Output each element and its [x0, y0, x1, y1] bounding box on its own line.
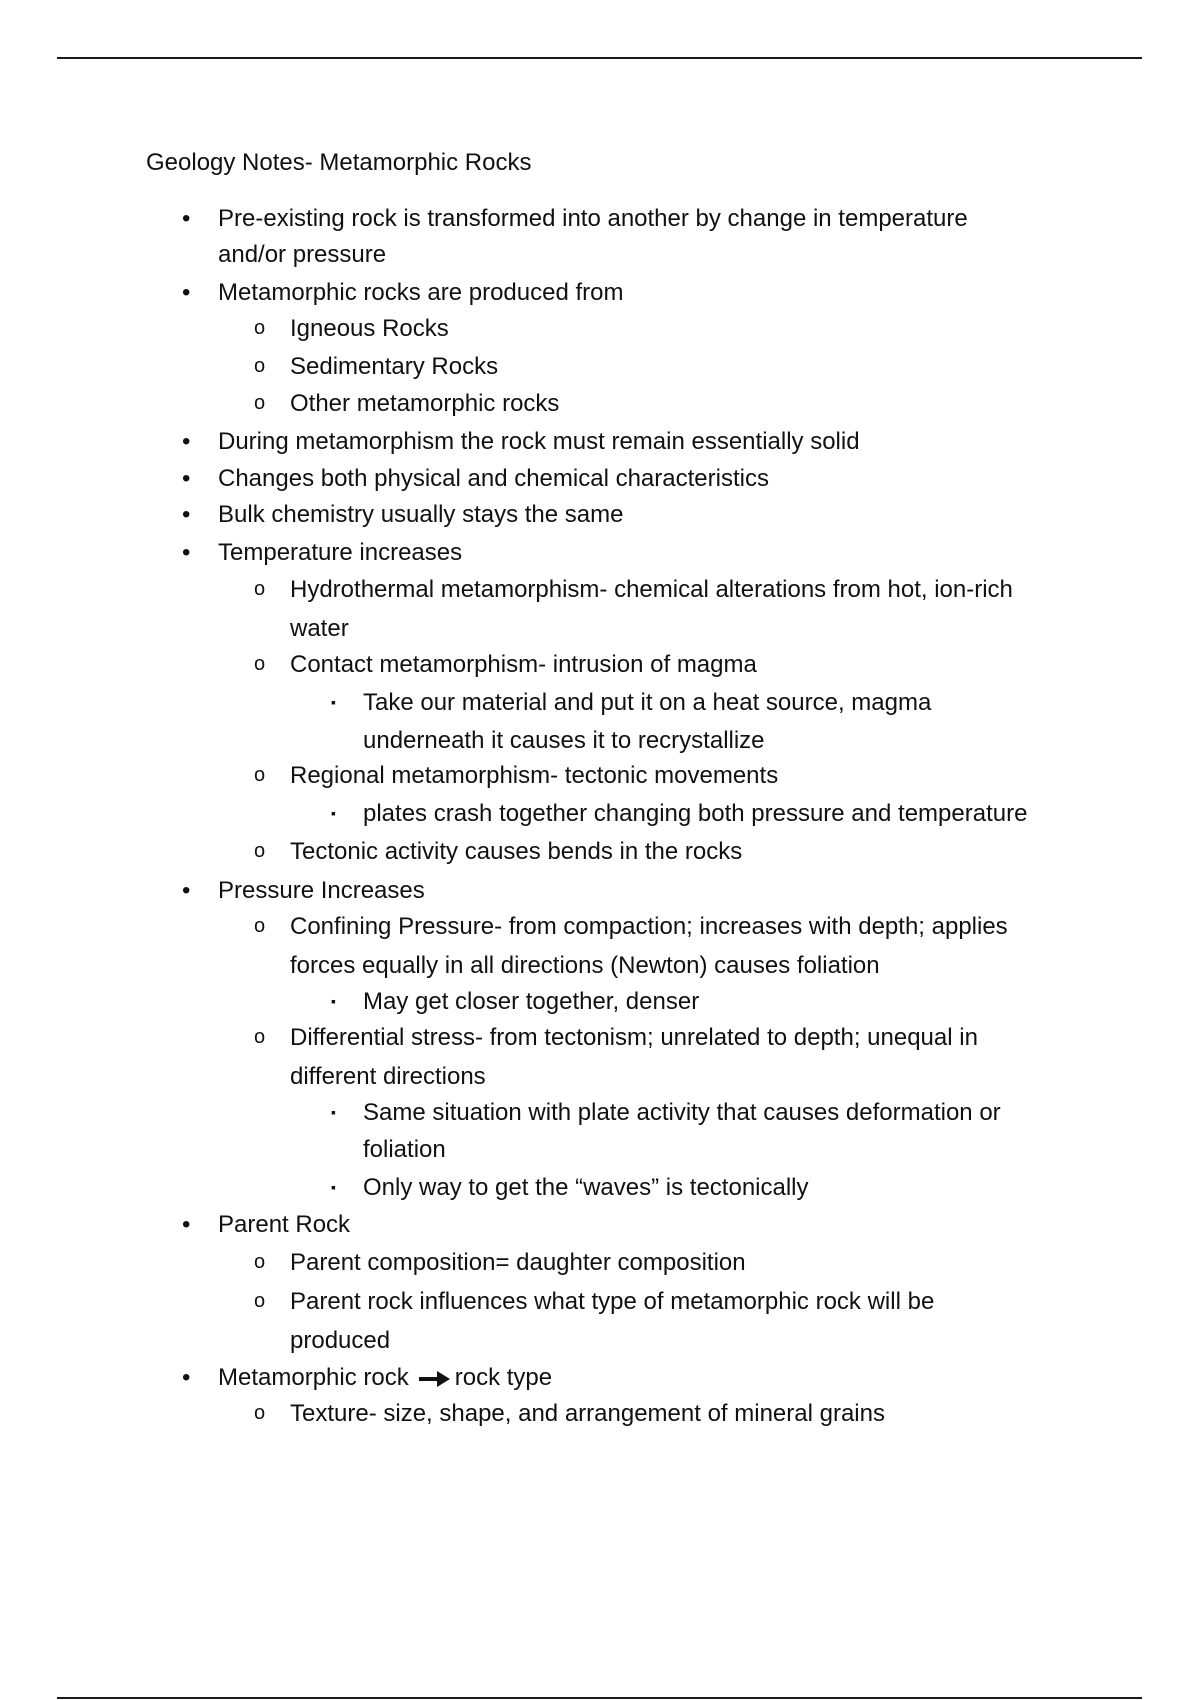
bullet-marker: •	[182, 501, 191, 528]
list-item-text: Regional metamorphism- tectonic movements	[290, 762, 779, 789]
list-item-text: forces equally in all directions (Newton) causes foliation	[290, 952, 880, 979]
list-item-text: Sedimentary Rocks	[290, 353, 499, 380]
bullet-marker: o	[254, 915, 266, 937]
bullet-marker: •	[182, 279, 191, 306]
list-item-text: Igneous Rocks	[290, 315, 449, 342]
list-item-text: Confining Pressure- from compaction; increases with depth; applies	[290, 913, 1008, 940]
bullet-marker: ▪	[331, 694, 336, 710]
bullet-marker: o	[254, 1290, 266, 1312]
bullet-marker: •	[182, 877, 191, 904]
bullet-marker: o	[254, 317, 266, 339]
list-item-text: May get closer together, denser	[363, 988, 700, 1015]
list-item-text: Only way to get the “waves” is tectonically	[363, 1174, 809, 1201]
list-item-text: water	[290, 615, 349, 642]
list-item-text: Pressure Increases	[218, 877, 425, 904]
list-item-text: Other metamorphic rocks	[290, 390, 560, 417]
list-item-text: Metamorphic rocks are produced from	[218, 279, 624, 306]
bullet-marker: o	[254, 764, 266, 786]
list-item-text: Contact metamorphism- intrusion of magma	[290, 651, 757, 678]
bullet-marker: o	[254, 653, 266, 675]
list-item-text: underneath it causes it to recrystallize	[363, 727, 765, 754]
list-item-text: Parent rock influences what type of metamorphic rock will be	[290, 1288, 935, 1315]
bullet-marker: o	[254, 1026, 266, 1048]
list-item-text: Bulk chemistry usually stays the same	[218, 501, 624, 528]
list-item-text	[218, 1359, 1098, 1396]
list-item-text: Texture- size, shape, and arrangement of mineral grains	[290, 1400, 885, 1427]
list-item-text: Same situation with plate activity that causes deformation or	[363, 1099, 1001, 1126]
bullet-marker: o	[254, 1402, 266, 1424]
page-title: Geology Notes- Metamorphic Rocks	[146, 149, 532, 176]
bullet-marker: ▪	[331, 993, 336, 1009]
arrow-after-text: rock type	[454, 1364, 553, 1391]
list-item-text: foliation	[363, 1136, 446, 1163]
list-item-text: different directions	[290, 1063, 486, 1090]
list-item-text: Differential stress- from tectonism; unrelated to depth; unequal in	[290, 1024, 978, 1051]
list-item-text: Hydrothermal metamorphism- chemical alterations from hot, ion-rich	[290, 576, 1013, 603]
bullet-marker: •	[182, 539, 191, 566]
footer-rule	[57, 1697, 1142, 1699]
bullet-marker: ▪	[331, 805, 336, 821]
list-item-text: Parent Rock	[218, 1211, 351, 1238]
bullet-marker: •	[182, 465, 191, 492]
list-item-text: Tectonic activity causes bends in the rocks	[290, 838, 743, 865]
bullet-marker: o	[254, 578, 266, 600]
right-arrow-icon	[419, 1370, 451, 1388]
bullet-marker: o	[254, 1251, 266, 1273]
list-item-text: Parent composition= daughter composition	[290, 1249, 746, 1276]
list-item-text: Take our material and put it on a heat source, magma	[363, 689, 932, 716]
bullet-marker: o	[254, 355, 266, 377]
bullet-marker: •	[182, 428, 191, 455]
bullet-marker: ▪	[331, 1104, 336, 1120]
bullet-marker: ▪	[331, 1179, 336, 1195]
list-item-text: produced	[290, 1327, 391, 1354]
list-item-text: Changes both physical and chemical characteristics	[218, 465, 769, 492]
bullet-marker: o	[254, 392, 266, 414]
bullet-marker: •	[182, 1364, 191, 1391]
list-item-text: Temperature increases	[218, 539, 463, 566]
bullet-marker: •	[182, 1211, 191, 1238]
bullet-marker: o	[254, 840, 266, 862]
list-item-text: and/or pressure	[218, 241, 387, 268]
arrow-before-text: Metamorphic rock	[218, 1364, 409, 1391]
list-item-text: plates crash together changing both pressure and temperature	[363, 800, 1028, 827]
list-item-text: Pre-existing rock is transformed into another by change in temperature	[218, 205, 968, 232]
list-item-text: During metamorphism the rock must remain essentially solid	[218, 428, 860, 455]
bullet-marker: •	[182, 205, 191, 232]
